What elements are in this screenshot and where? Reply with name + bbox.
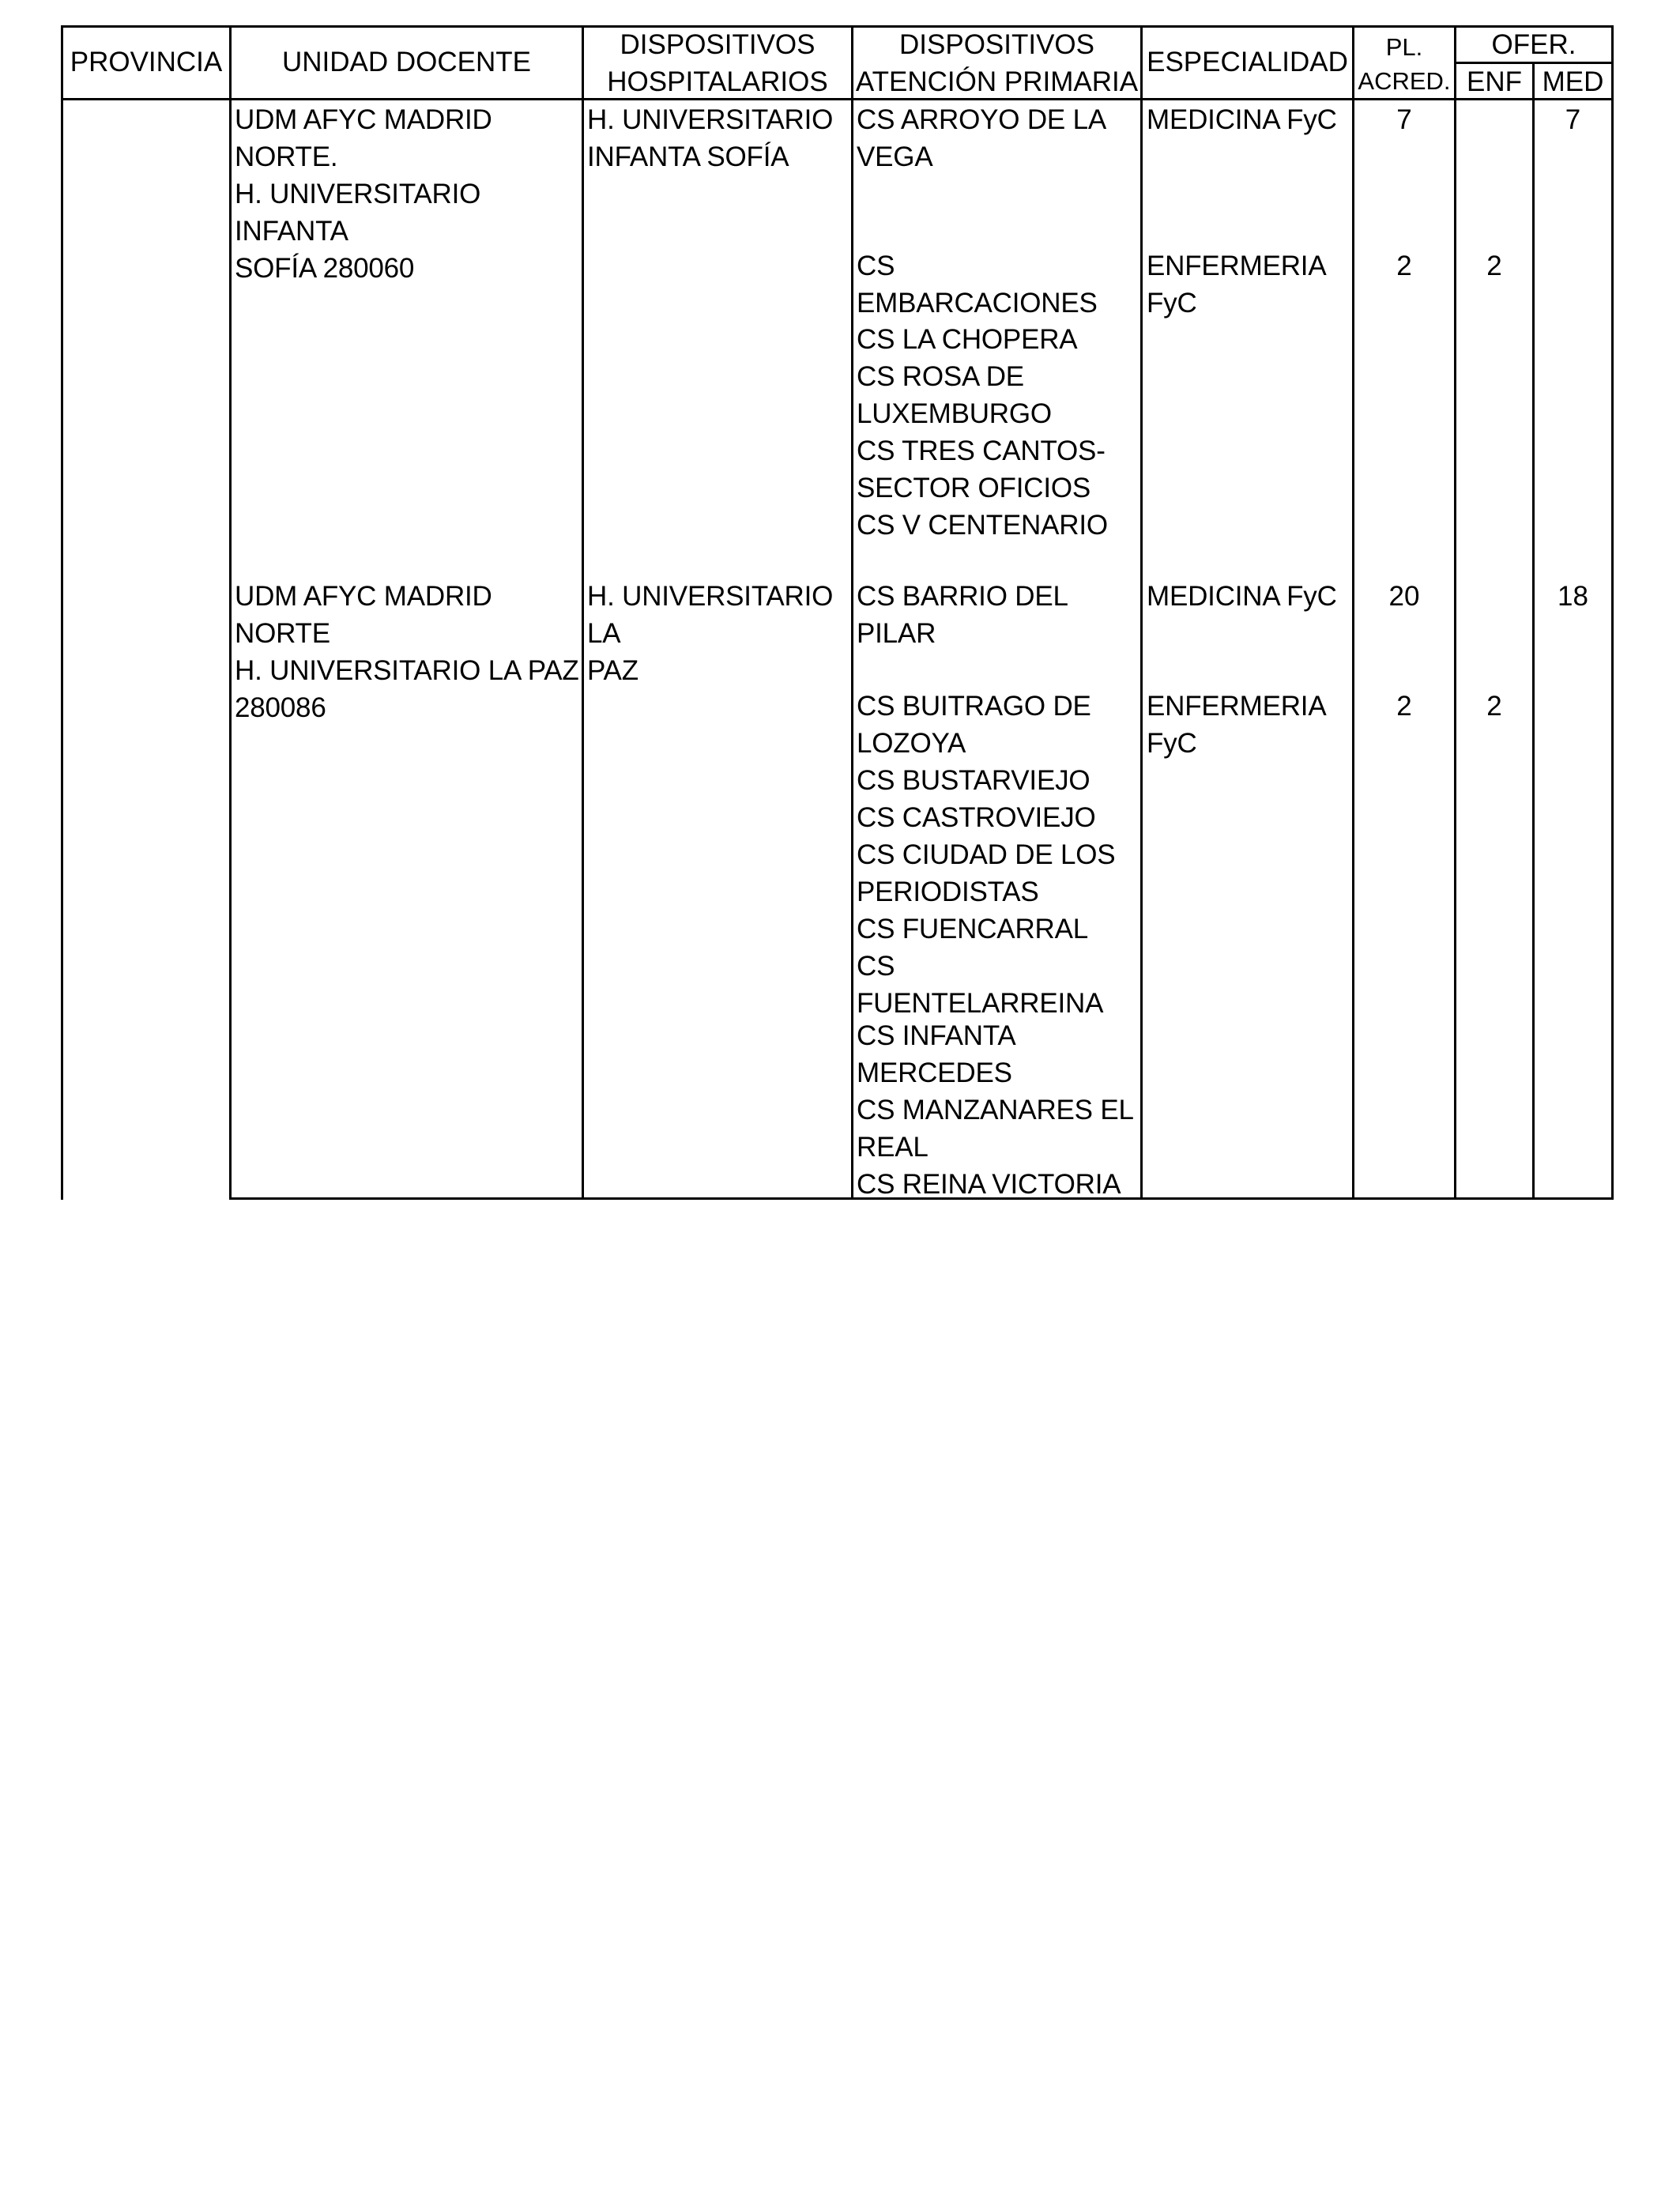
pl-acred-value: 2 [1396, 251, 1412, 281]
ap-cell: CS BARRIO DEL PILAR [857, 581, 1068, 649]
unidad-docente-cell: UDM AFYC MADRID NORTE. H. UNIVERSITARIO INFANTA SOFÍA 280060 [235, 104, 492, 284]
ap-cell: CS INFANTA MERCEDES CS MANZANARES EL REAL CS REINA VICTORIA [857, 1020, 1134, 1200]
hospital-cell: H. UNIVERSITARIO LA PAZ [587, 581, 834, 686]
pl-acred-value: 7 [1396, 104, 1412, 135]
especialidad-cell: MEDICINA FyC [1147, 581, 1337, 612]
pl-acred-value: 2 [1396, 691, 1412, 722]
header-pl-acred: PL. ACRED. [1358, 33, 1451, 95]
col-border-enf [1532, 62, 1535, 1200]
header-provincia: PROVINCIA [70, 47, 223, 77]
especialidad-cell: ENFERMERIA FyC [1147, 251, 1327, 319]
ap-cell: CS BUITRAGO DE LOZOYA CS BUSTARVIEJO CS CASTROVIEJO CS CIUDAD DE LOS PERIODISTAS CS FUENCARRAL CS FUENTELARREINA [857, 691, 1116, 1019]
header-ofer: OFER. [1491, 29, 1576, 60]
ap-cell: CS ARROYO DE LA VEGA [857, 104, 1106, 172]
enf-value: 2 [1486, 691, 1502, 722]
especialidad-cell: MEDICINA FyC [1147, 104, 1337, 135]
col-border-right [1611, 25, 1614, 1200]
header-especialidad: ESPECIALIDAD [1147, 47, 1348, 77]
header-dispositivos-atencion-primaria: DISPOSITIVOS ATENCIÓN PRIMARIA [855, 29, 1139, 97]
unidad-docente-cell: UDM AFYC MADRID NORTE H. UNIVERSITARIO LA PAZ 280086 [235, 581, 579, 723]
especialidad-cell: ENFERMERIA FyC [1147, 691, 1327, 759]
pl-acred-value: 20 [1388, 581, 1420, 612]
header-med: MED [1542, 66, 1604, 97]
ap-cell: CS LA CHOPERA CS ROSA DE LUXEMBURGO CS TRES CANTOS- SECTOR OFICIOS CS V CENTENARIO [857, 324, 1108, 541]
col-border-provincia [229, 25, 232, 1200]
med-value: 18 [1558, 581, 1588, 612]
ap-cell: CS EMBARCACIONES [857, 251, 1098, 319]
col-border-placred [1454, 25, 1456, 1200]
hospital-cell: H. UNIVERSITARIO INFANTA SOFÍA [587, 104, 834, 172]
header-enf: ENF [1467, 66, 1522, 97]
col-border-left [61, 25, 63, 1200]
enf-value: 2 [1486, 251, 1502, 281]
header-unidad-docente: UNIDAD DOCENTE [281, 47, 532, 77]
header-dispositivos-hospitalarios: DISPOSITIVOS HOSPITALARIOS [607, 29, 828, 97]
med-value: 7 [1565, 104, 1581, 135]
